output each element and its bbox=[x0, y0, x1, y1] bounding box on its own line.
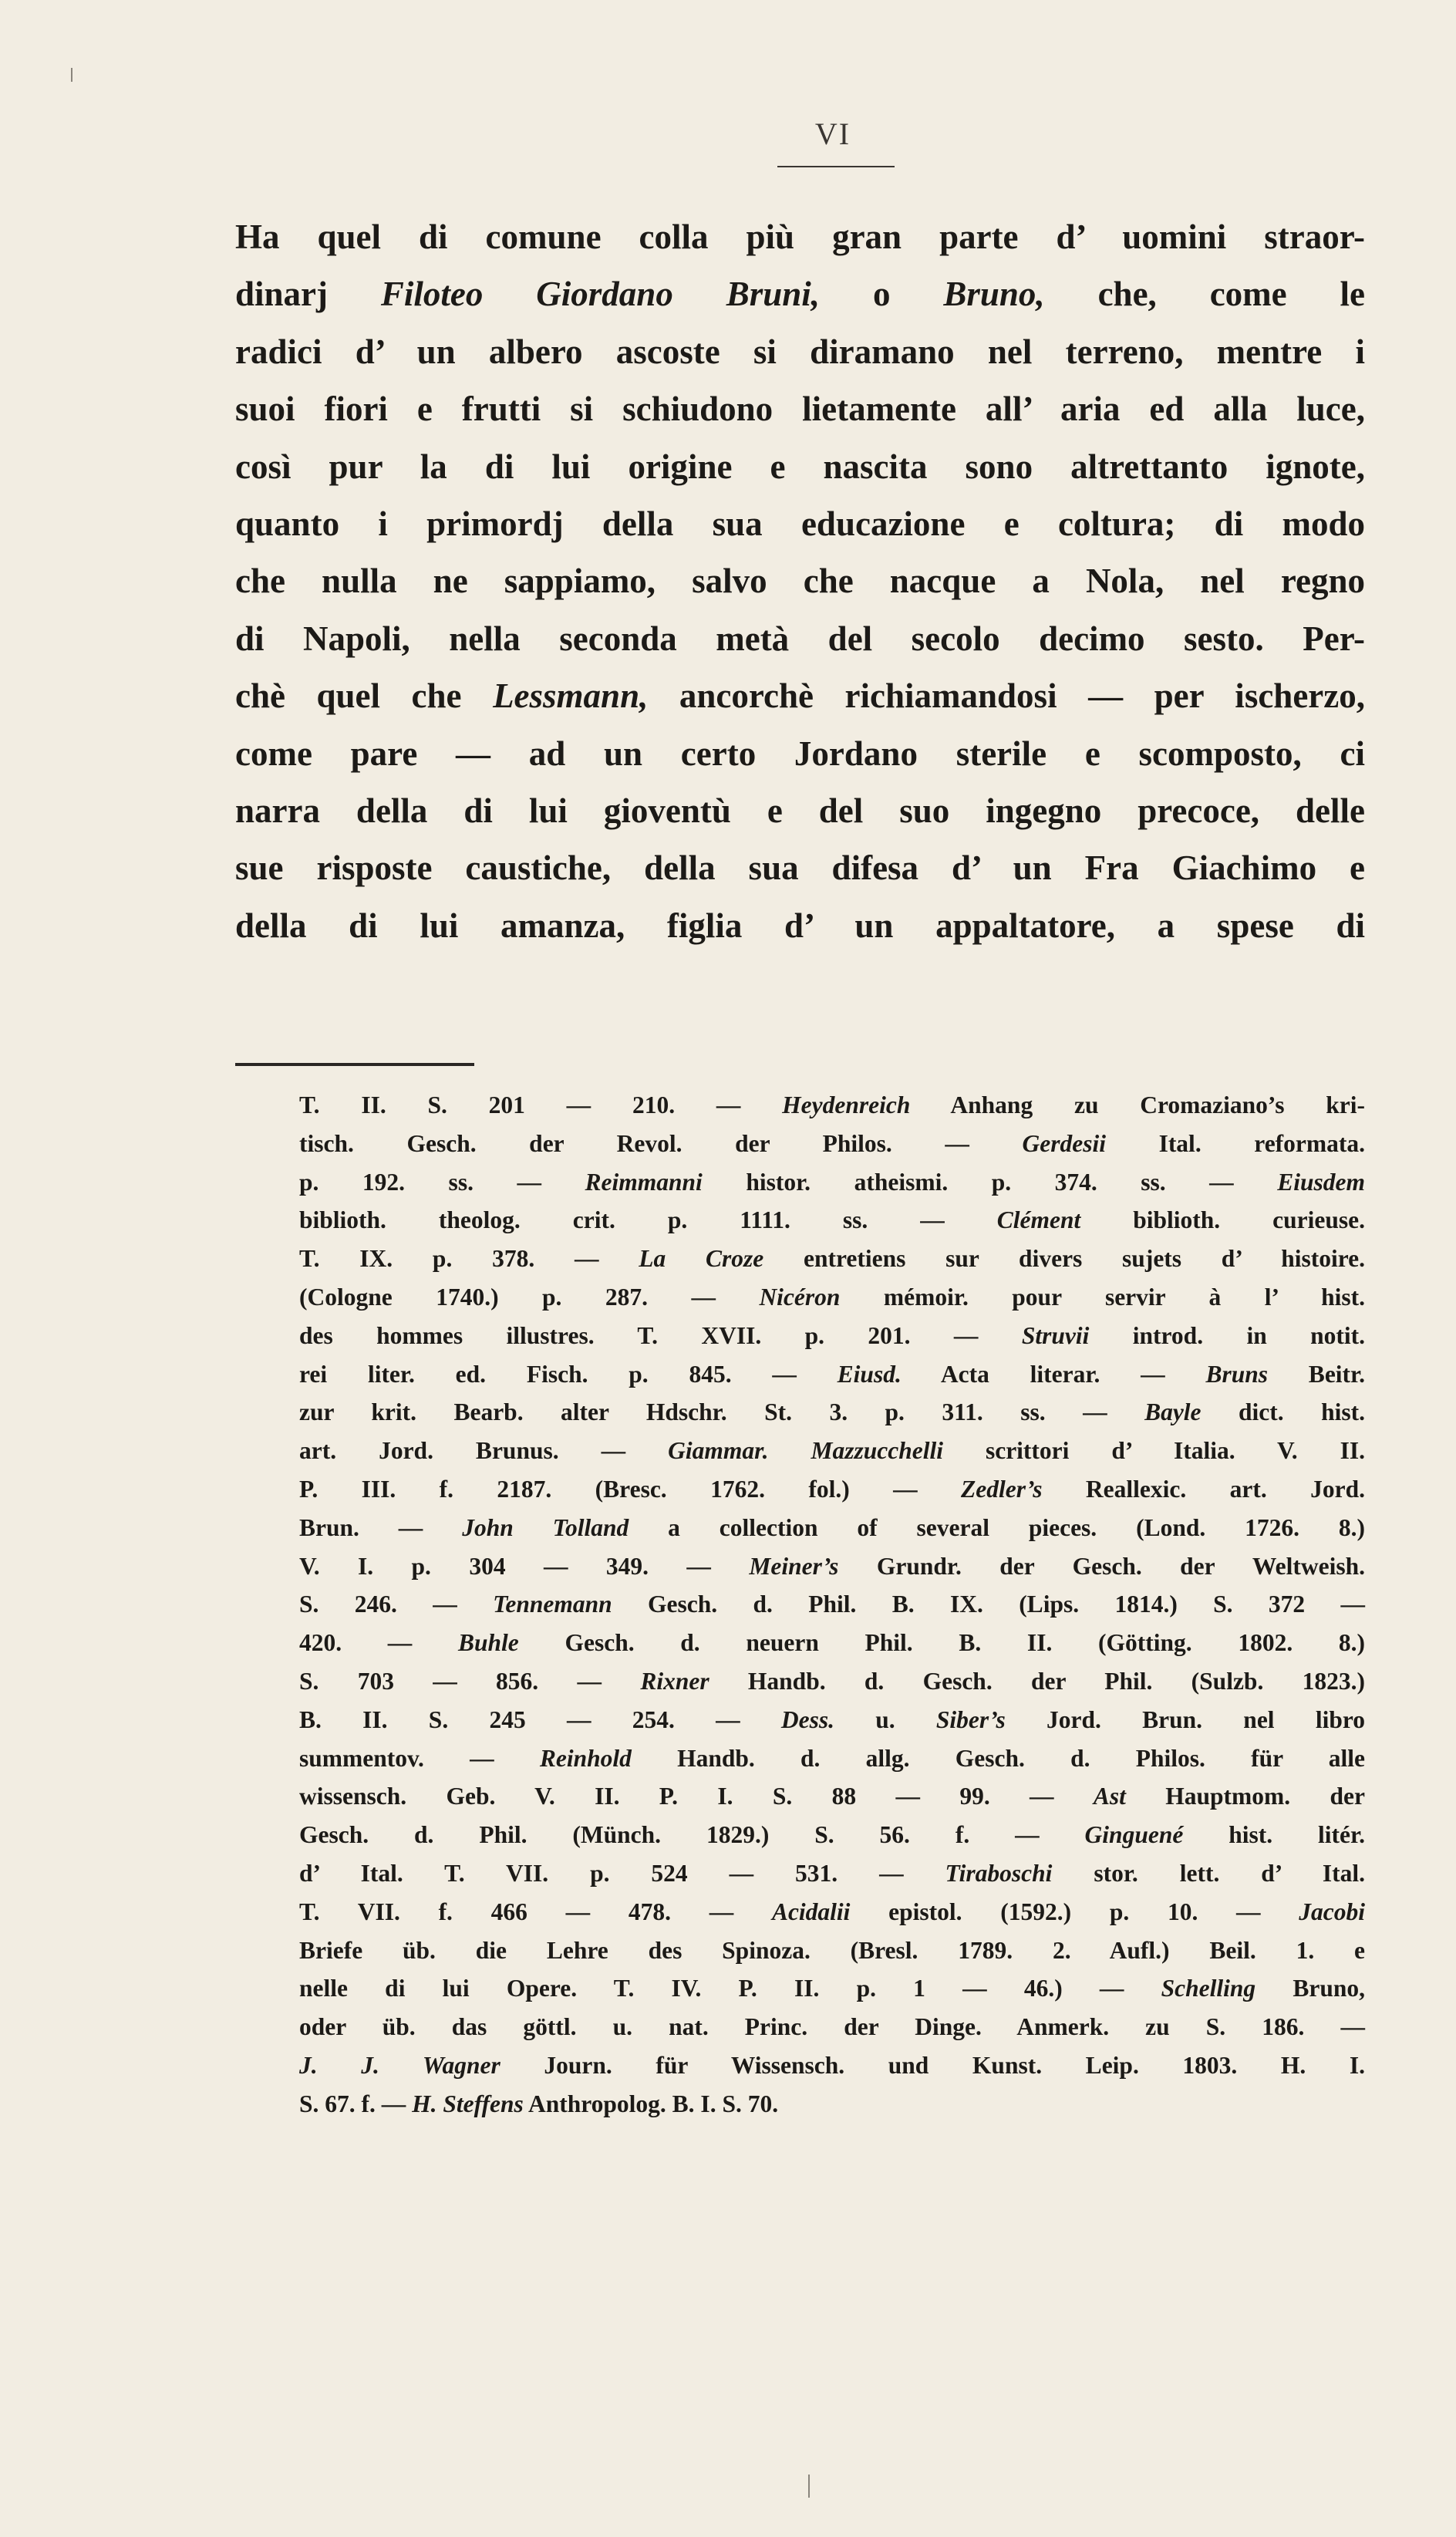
italic-citation: John Tolland bbox=[462, 1513, 629, 1541]
italic-citation: Rixner bbox=[640, 1667, 709, 1695]
text-run: zur krit. Bearb. alter Hdschr. St. 3. p. 311. ss. — bbox=[299, 1398, 1145, 1426]
footnote-line bbox=[299, 1355, 1365, 1394]
text-run: art. Jord. Brunus. — bbox=[299, 1437, 669, 1465]
text-run: suoi fiori e frutti si schiudono lietamente all’ aria ed alla luce, bbox=[235, 390, 1365, 429]
italic-citation: Buhle bbox=[458, 1629, 519, 1657]
italic-citation: Filoteo Giordano Bruni, bbox=[380, 275, 821, 314]
footnote-line bbox=[299, 1931, 1365, 1970]
text-line bbox=[235, 782, 1365, 839]
text-line bbox=[235, 265, 1365, 322]
italic-citation: Bayle bbox=[1144, 1398, 1202, 1426]
text-run: Anhang zu Cromaziano’s kri- bbox=[910, 1091, 1365, 1118]
footnote-line bbox=[299, 1969, 1365, 2008]
text-run: Handb. d. Gesch. der Phil. (Sulzb. 1823.) bbox=[709, 1667, 1365, 1695]
text-run: B. II. S. 245 — 254. — bbox=[299, 1705, 781, 1733]
text-line bbox=[235, 208, 1365, 265]
text-run: p. 192. ss. — bbox=[299, 1168, 585, 1196]
text-run: dinarj bbox=[235, 275, 381, 314]
text-line bbox=[235, 380, 1365, 437]
text-run: che, come le bbox=[1044, 275, 1365, 314]
text-run: chè quel che bbox=[235, 676, 494, 716]
text-run: hist. litér. bbox=[1183, 1821, 1365, 1849]
text-run: mémoir. pour servir à l’ hist. bbox=[840, 1283, 1366, 1311]
footnote-line bbox=[299, 1278, 1365, 1317]
text-run: Brun. — bbox=[299, 1513, 463, 1541]
text-run: ancorchè richiamandosi — per ischerzo, bbox=[648, 676, 1365, 716]
italic-citation: Bruno, bbox=[943, 275, 1045, 314]
italic-citation: Bruns bbox=[1205, 1360, 1269, 1388]
text-line bbox=[235, 667, 1365, 724]
footnote-line bbox=[299, 2046, 1365, 2085]
footnote-line bbox=[299, 1624, 1365, 1662]
text-run: S. 703 — 856. — bbox=[299, 1667, 641, 1695]
italic-citation: Meiner’s bbox=[749, 1552, 839, 1580]
text-run: sue risposte caustiche, della sua difesa d’ un Fra Giachimo e bbox=[235, 848, 1365, 888]
text-line bbox=[235, 725, 1365, 782]
text-run: T. IX. p. 378. — bbox=[299, 1245, 639, 1273]
italic-citation: Acidalii bbox=[771, 1898, 851, 1925]
text-run: entretiens sur divers sujets d’ histoire. bbox=[763, 1245, 1366, 1273]
text-run: Handb. d. allg. Gesch. d. Philos. für alle bbox=[631, 1744, 1365, 1772]
text-run: Gesch. d. neuern Phil. B. II. (Götting. 1802. 8.) bbox=[518, 1629, 1365, 1657]
text-run: u. bbox=[834, 1705, 936, 1733]
italic-citation: La Croze bbox=[639, 1245, 764, 1273]
text-run: tisch. Gesch. der Revol. der Philos. — bbox=[299, 1129, 1023, 1157]
footnote-line bbox=[299, 1739, 1365, 1778]
italic-citation: Zedler’s bbox=[960, 1475, 1043, 1503]
italic-citation: Eiusdem bbox=[1277, 1168, 1365, 1196]
italic-citation: Siber’s bbox=[935, 1705, 1006, 1733]
italic-citation: Lessmann, bbox=[493, 676, 649, 716]
text-run: Jord. Brun. nel libro bbox=[1005, 1705, 1365, 1733]
text-run: Hauptmom. der bbox=[1125, 1783, 1365, 1810]
text-run: a collection of several pieces. (Lond. 1726. 8.) bbox=[629, 1513, 1366, 1541]
text-run: Ha quel di comune colla più gran parte d’ uomini straor- bbox=[235, 218, 1365, 256]
italic-citation: Giammar. Mazzucchelli bbox=[668, 1437, 943, 1465]
footnote-line bbox=[299, 1393, 1365, 1432]
text-run: P. III. f. 2187. (Bresc. 1762. fol.) — bbox=[299, 1475, 961, 1503]
text-run: biblioth. theolog. crit. p. 1111. ss. — bbox=[299, 1206, 997, 1234]
footnote-line bbox=[299, 2085, 1365, 2124]
text-run: Beitr. bbox=[1268, 1360, 1366, 1388]
text-run: T. VII. f. 466 — 478. — bbox=[299, 1898, 772, 1925]
text-line bbox=[235, 552, 1365, 609]
footnote-line bbox=[299, 1240, 1365, 1278]
footnote-line bbox=[299, 1509, 1365, 1547]
text-run: o bbox=[820, 275, 944, 314]
footnote-line bbox=[299, 1163, 1365, 1202]
text-run: epistol. (1592.) p. 10. — bbox=[850, 1898, 1299, 1925]
footnote-line bbox=[299, 1701, 1365, 1739]
footnote-line bbox=[299, 1432, 1365, 1470]
italic-citation: Nicéron bbox=[759, 1283, 841, 1311]
italic-citation: Reimmanni bbox=[585, 1168, 703, 1196]
footnote-separator bbox=[235, 1063, 474, 1066]
text-run: Anthropolog. B. I. S. 70. bbox=[523, 2090, 779, 2117]
italic-citation: Reinhold bbox=[539, 1744, 632, 1772]
italic-citation: Gerdesii bbox=[1022, 1129, 1106, 1157]
text-run: V. I. p. 304 — 349. — bbox=[299, 1552, 750, 1580]
text-run: Ital. reformata. bbox=[1105, 1129, 1365, 1157]
italic-citation: Schelling bbox=[1161, 1975, 1256, 2002]
text-run: T. II. S. 201 — 210. — bbox=[299, 1091, 783, 1118]
text-run: 420. — bbox=[299, 1629, 458, 1657]
text-line bbox=[235, 323, 1365, 380]
footnote-line bbox=[299, 1777, 1365, 1816]
footnote-text bbox=[299, 1086, 1365, 2124]
italic-citation: Jacobi bbox=[1299, 1898, 1366, 1925]
italic-citation: Eiusd. bbox=[837, 1360, 902, 1388]
text-run: wissensch. Geb. V. II. P. I. S. 88 — 99. — bbox=[299, 1783, 1094, 1810]
text-run: histor. atheismi. p. 374. ss. — bbox=[702, 1168, 1278, 1196]
text-run: Bruno, bbox=[1255, 1975, 1365, 2002]
text-run: quanto i primordj della sua educazione e coltura; di modo bbox=[235, 504, 1365, 544]
text-run: Gesch. d. Phil. B. IX. (Lips. 1814.) S. 372 — bbox=[612, 1591, 1365, 1618]
text-run: narra della di lui gioventù e del suo ingegno precoce, delle bbox=[235, 791, 1365, 831]
text-line bbox=[235, 495, 1365, 552]
text-run: oder üb. das göttl. u. nat. Princ. der Dinge. Anmerk. zu S. 186. — bbox=[299, 2013, 1365, 2041]
text-run: scrittori d’ Italia. V. II. bbox=[942, 1437, 1365, 1465]
text-run: come pare — ad un certo Jordano sterile e scomposto, ci bbox=[235, 734, 1365, 773]
text-run: Reallexic. art. Jord. bbox=[1042, 1475, 1365, 1503]
text-line bbox=[235, 897, 1365, 954]
text-line bbox=[235, 839, 1365, 896]
italic-citation: Tennemann bbox=[493, 1591, 612, 1618]
scan-speck bbox=[71, 68, 72, 82]
footnote-line bbox=[299, 1662, 1365, 1701]
text-run: S. 246. — bbox=[299, 1591, 494, 1618]
italic-citation: H. Steffens bbox=[412, 2090, 524, 2117]
text-run: summentov. — bbox=[299, 1744, 540, 1772]
footnote-line bbox=[299, 2008, 1365, 2046]
italic-citation: Tiraboschi bbox=[945, 1859, 1053, 1887]
text-run: rei liter. ed. Fisch. p. 845. — bbox=[299, 1360, 838, 1388]
footnote-line bbox=[299, 1816, 1365, 1854]
italic-citation: Clément bbox=[996, 1206, 1081, 1234]
footnote-line bbox=[299, 1547, 1365, 1586]
text-run: Grundr. der Gesch. der Weltweish. bbox=[838, 1552, 1366, 1580]
footnote-line bbox=[299, 1854, 1365, 1893]
main-text bbox=[235, 208, 1365, 954]
italic-citation: Heydenreich bbox=[782, 1091, 911, 1118]
text-run: nelle di lui Opere. T. IV. P. II. p. 1 — 46.) — bbox=[299, 1975, 1161, 2002]
header-rule bbox=[777, 166, 895, 167]
scan-speck bbox=[808, 2475, 810, 2498]
italic-citation: Ast bbox=[1093, 1783, 1126, 1810]
footnote-line bbox=[299, 1470, 1365, 1509]
text-run: biblioth. curieuse. bbox=[1080, 1206, 1365, 1234]
text-run: Journ. für Wissensch. und Kunst. Leip. 1803. H. I. bbox=[500, 2051, 1365, 2079]
footnote-line bbox=[299, 1086, 1365, 1125]
text-run: Acta literar. — bbox=[901, 1360, 1206, 1388]
italic-citation: Struvii bbox=[1021, 1321, 1090, 1349]
text-run: così pur la di lui origine e nascita sono altrettanto ignote, bbox=[235, 447, 1365, 486]
text-run: che nulla ne sappiamo, salvo che nacque a Nola, nel regno bbox=[235, 562, 1365, 601]
text-run: radici d’ un albero ascoste si diramano nel terreno, mentre i bbox=[235, 332, 1365, 371]
footnote-line bbox=[299, 1585, 1365, 1624]
text-run: della di lui amanza, figlia d’ un appaltatore, a spese di bbox=[235, 906, 1365, 945]
text-run: (Cologne 1740.) p. 287. — bbox=[299, 1283, 760, 1311]
italic-citation: J. J. Wagner bbox=[299, 2051, 501, 2079]
text-run: dict. hist. bbox=[1201, 1398, 1365, 1426]
text-line bbox=[235, 610, 1365, 667]
footnote-line bbox=[299, 1893, 1365, 1931]
text-run: stor. lett. d’ Ital. bbox=[1052, 1859, 1365, 1887]
italic-citation: Ginguené bbox=[1084, 1821, 1184, 1849]
text-run: Gesch. d. Phil. (Münch. 1829.) S. 56. f. — bbox=[299, 1821, 1085, 1849]
text-run: Briefe üb. die Lehre des Spinoza. (Bresl. 1789. 2. Aufl.) Beil. 1. e bbox=[299, 1936, 1365, 1964]
text-run: S. 67. f. — bbox=[299, 2090, 413, 2117]
footnote-line bbox=[299, 1125, 1365, 1163]
text-run: di Napoli, nella seconda metà del secolo decimo sesto. Per- bbox=[235, 619, 1365, 658]
page-number: VI bbox=[814, 116, 851, 151]
text-run: d’ Ital. T. VII. p. 524 — 531. — bbox=[299, 1859, 945, 1887]
text-run: des hommes illustres. T. XVII. p. 201. — bbox=[299, 1321, 1022, 1349]
text-run: introd. in notit. bbox=[1089, 1321, 1365, 1349]
italic-citation: Dess. bbox=[780, 1705, 834, 1733]
footnote-line bbox=[299, 1201, 1365, 1240]
text-line bbox=[235, 438, 1365, 495]
footnote-line bbox=[299, 1317, 1365, 1355]
